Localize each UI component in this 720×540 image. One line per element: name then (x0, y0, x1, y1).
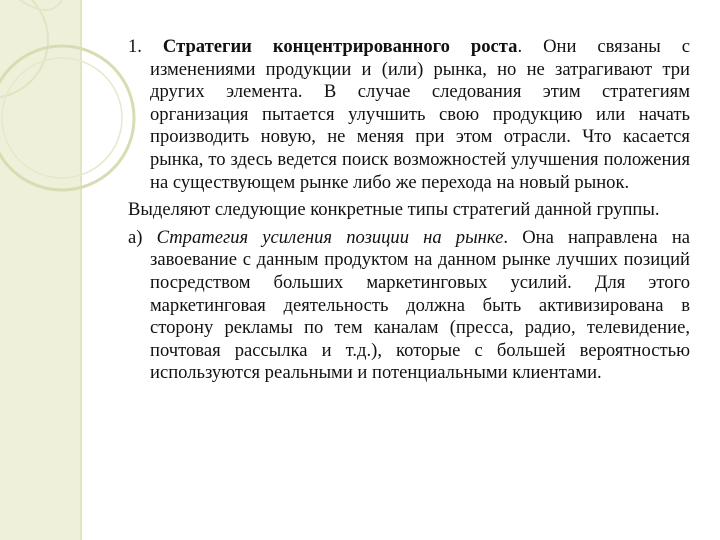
paragraph-strategy-market-position (128, 227, 690, 385)
paragraph-text: . Она направлена на завоевание с данным продуктом на данном рынке лучших позиций посредством больших маркетинговых усилий. Для этого маркетинговая деятельность должна быть активизирована в сторону рекламы по тем каналам (пресса, радио, телевидение, почтовая рассылка и т.д.), которые с большей вероятностью используются реальными и потенциальными клиентами. (150, 226, 691, 384)
list-marker: 1. (128, 36, 163, 57)
paragraph-text: Выделяют следующие конкретные типы стратегий данной группы. (128, 199, 660, 221)
list-marker: а) (128, 226, 157, 248)
paragraph-text: . Они связаны с изменениями продукции и (или) рынка, но не затрагивают три других элемента. В случае следования этим стратегиям организация пытается улучшить свою продукцию или начать производить новую, не меняя при этом отрасли. Что касается рынка, то здесь ведется поиск возможностей улучшения положения на существующем рынке либо же перехода на новый рынок. (150, 36, 691, 193)
slide-content (128, 36, 690, 390)
term-concentrated-growth: Стратегии концентрированного роста (162, 36, 518, 57)
term-market-position: Стратегия усиления позиции на рынке (156, 226, 504, 248)
paragraph-strategy-concentrated-growth (128, 36, 690, 194)
paragraph-strategy-types-intro (128, 199, 690, 222)
